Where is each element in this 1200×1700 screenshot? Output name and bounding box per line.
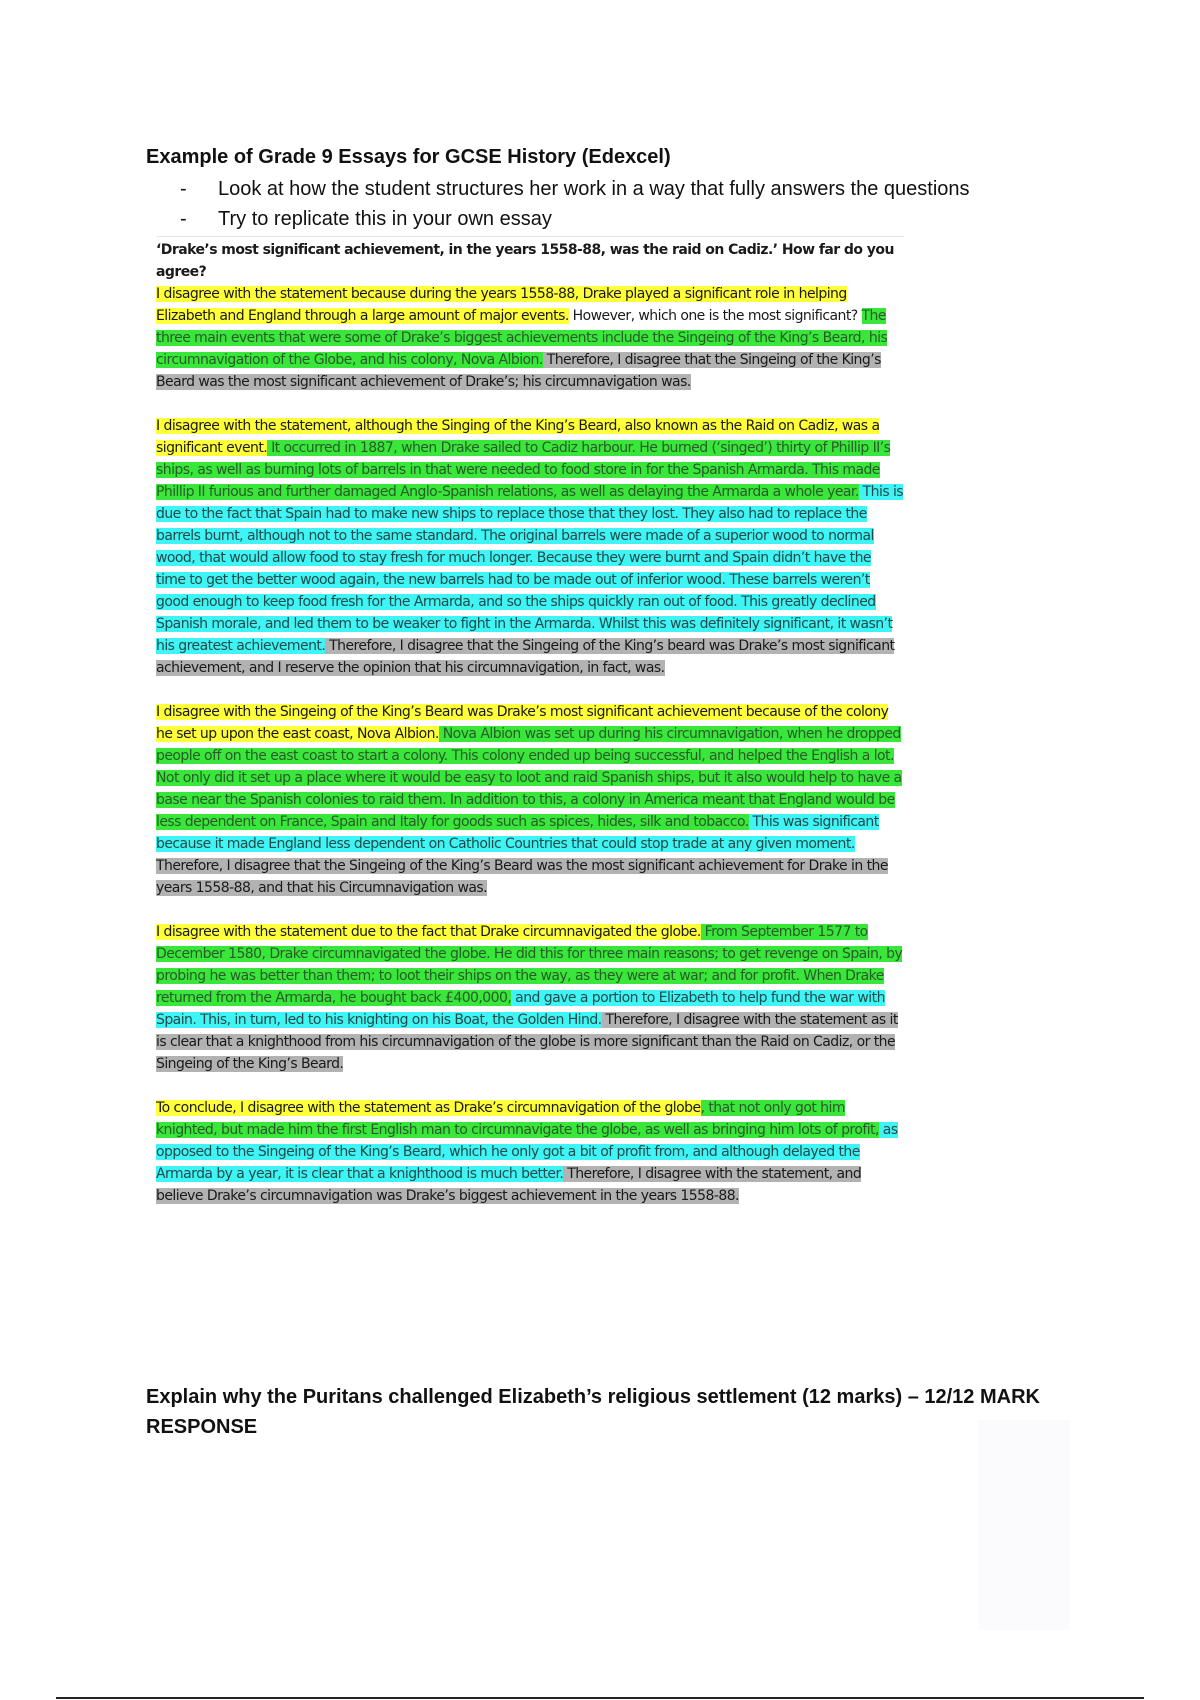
page-title: Example of Grade 9 Essays for GCSE History (Edexcel) [146,146,671,168]
instruction-text: Look at how the student structures her work in a way that fully answers the questions [218,178,970,200]
evidence-highlight: , that not only got him knighted, but made him the first English man to circumnavigate the globe, as well as bringing him lots of profit, [156,1100,879,1138]
evidence-highlight: It occurred in 1887, when Drake sailed to Cadiz harbour. He burned (‘singed’) thirty of Phillip II’s ships, as well as burning lots of barrels in that were needed to food store in for the Spanish Armarda. This made Phillip II furious and further damaged Anglo-Spanish relations, as well as delaying the Armarda a whole year. [156,440,891,500]
point-highlight: I disagree with the Singeing of the King’s Beard was Drake’s most significant achievement because of the colony he set up upon the east coast, Nova Albion. [156,704,889,742]
instruction-text: Try to replicate this in your own essay [218,208,552,230]
link-highlight: Therefore, I disagree that the Singeing of the King’s beard was Drake’s most significant achievement, and I reserve the opinion that his circumnavigation, in fact, was. [156,638,895,676]
instruction-list [178,174,970,234]
footer-divider [56,1697,1144,1699]
essay-paragraph-cadiz [156,415,904,679]
instruction-item [178,204,970,234]
evidence-highlight: Nova Albion was set up during his circumnavigation, when he dropped people off on the east coast to start a colony. This colony ended up being successful, and helped the English a lot. Not only did it set up a place where it would be easy to loot and raid Spanish ships, but it also would help to have a base near the Spanish colonies to raid them. In addition to this, a colony in America meant that England would be less dependent on France, Spain and Italy for goods such as spices, hides, silk and tobacco. [156,726,902,830]
point-highlight: I disagree with the statement, although the Singing of the King’s Beard, also known as the Raid on Cadiz, was a significant event. [156,418,880,456]
bullet-dash: - [180,208,187,230]
link-highlight: Therefore, I disagree with the statement, and believe Drake’s circumnavigation was Drake’s biggest achievement in the years 1558-88. [156,1166,862,1204]
explanation-highlight: and gave a portion to Elizabeth to help fund the war with Spain. This, in turn, led to his knighting on his Boat, the Golden Hind. [156,990,885,1028]
evidence-highlight: From September 1577 to December 1580, Drake circumnavigated the globe. He did this for three main reasons; to get revenge on Spain, by probing he was better than them; to loot their ships on the way, as they were at war; and for profit. When Drake returned from the Armarda, he bought back £400,000, [156,924,903,1006]
essay-paragraph-nova-albion [156,701,904,899]
point-highlight: To conclude, I disagree with the statement as Drake’s circumnavigation of the globe [156,1100,701,1116]
link-highlight: Therefore, I disagree that the Singeing of the King’s Beard was the most significant achievement of Drake’s; his circumnavigation was. [156,352,881,390]
explanation-highlight: This was significant because it made England less dependent on Catholic Countries that could stop trade at any given moment. [156,814,879,852]
explanation-highlight: This is due to the fact that Spain had to make new ships to replace those that they lost. They also had to replace the barrels burnt, although not to the same standard. The original barrels were made of a superior wood to normal wood, that would allow food to stay fresh for much longer. Because they were burnt and Spain didn’t have the time to get the better wood again, the new barrels had to be made out of inferior wood. These barrels weren’t good enough to keep food fresh for the Armarda, and so the ships quickly ran out of food. This greatly declined Spanish morale, and led them to be weaker to fight in the Armarda. Whilst this was definitely significant, it wasn’t his greatest achievement. [156,484,904,654]
essay-question: ‘Drake’s most significant achievement, in the years 1558-88, was the raid on Cadiz.’ How far do you agree? [156,242,894,280]
essay-paragraph-circumnavigation [156,921,904,1075]
link-highlight: Therefore, I disagree with the statement as it is clear that a knighthood from his circumnavigation of the globe is more significant than the Raid on Cadiz, or the Singeing of the King’s Beard. [156,1012,898,1072]
instruction-item [178,174,970,204]
bullet-dash: - [180,178,187,200]
evidence-highlight: The three main events that were some of Drake’s biggest achievements include the Singeing of the King’s Beard, his circumnavigation of the Globe, and his colony, Nova Albion. [156,308,888,368]
essay-paragraph-conclusion [156,1097,904,1207]
scan-shading [978,1420,1070,1630]
explanation-highlight: as opposed to the Singeing of the King’s Beard, which he only got a bit of profit from, and although delayed the Armarda by a year, it is clear that a knighthood is much better. [156,1122,898,1182]
essay-scan [156,236,904,1229]
point-highlight: I disagree with the statement because during the years 1558-88, Drake played a significant role in helping Elizabeth and England through a large amount of major events. [156,286,847,324]
link-highlight: Therefore, I disagree that the Singeing of the King’s Beard was the most significant achievement for Drake in the years 1558-88, and that his Circumnavigation was. [156,858,888,896]
essay-paragraph-intro [156,283,904,393]
next-question-title: Explain why the Puritans challenged Elizabeth’s religious settlement (12 marks) – 12/12 MARK RESPONSE [146,1386,1040,1438]
point-highlight: I disagree with the statement due to the fact that Drake circumnavigated the globe. [156,924,701,940]
plain-text: However, which one is the most significant? [568,308,862,324]
